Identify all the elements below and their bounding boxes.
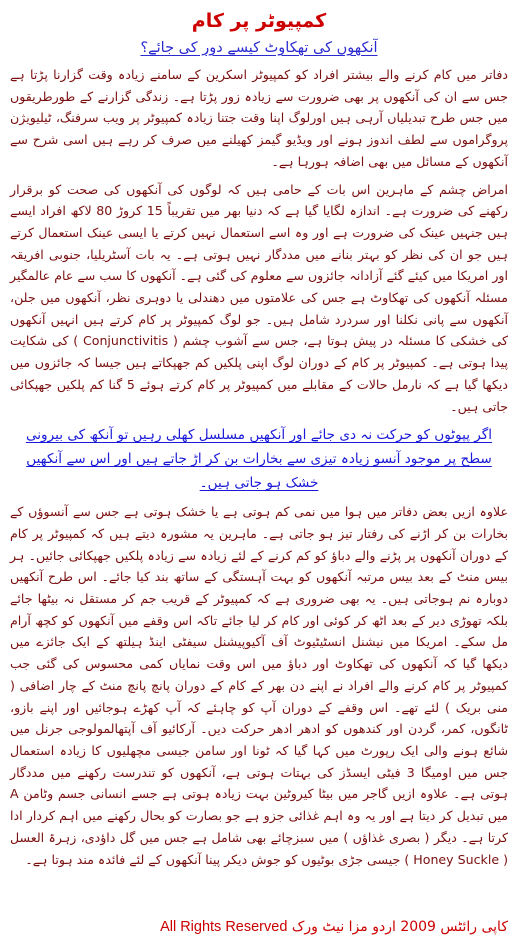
article-subtitle-text: آنکھوں کی تھکاوٹ کیسے دور کی جائے؟ — [140, 40, 378, 56]
article-paragraph: دفاتر میں کام کرنے والے بیشتر افراد کو کمپیوٹر اسکرین کے سامنے زیادہ وقت گزارنا پڑتا ہے جس سے ان کی آنکھوں پر بھی ضرورت سے زیادہ زور پڑتا ہے۔ زندگی گزارنے کے طورطریقوں میں جس طرح تبدیلیاں آرہی ہیں اورلوگ اپنا وقت جتنا زیادہ کمپیوٹر پر ویب سرفنگ، ٹیلیویژن پروگراموں سے لطف اندوز ہونے اور ویڈیو گیمز کھیلنے میں صرف کر رہے ہیں اسی شرح سے آنکھوں کے مسائل میں بھی اضافہ ہورہا ہے۔ — [10, 67, 508, 169]
article-paragraph: علاوہ ازیں بعض دفاتر میں ہوا میں نمی کم ہوتی ہے یا خشک ہوتی ہے جس سے آنسوؤں کے بخارات بن کر اڑنے کی رفتار تیز ہو جاتی ہے۔ ماہرین یہ مشورہ دیتے ہیں کہ کمپیوٹر پر کام کے دوران آنکھوں پر پڑنے والے دباؤ کو کم کرنے کے لئے زیادہ سے زیادہ پلکیں جھپکائی جائیں۔ ہر بیس منٹ کے بعد بیس مرتبہ آنکھوں کو بہت آہستگی کے ساتھ بند کیا جائے۔ اس طرح آنکھیں دوبارہ نم ہوجاتی ہیں۔ یہ بھی ضروری ہے کہ کمپیوٹر کے قریب جم کر مستقل نہ بیٹھا جائے بلکہ تھوڑی دیر کے بعد اٹھ کر کوئی اور کام کر لیا جائے تاکہ اس وقفے میں آنکھوں کو کچھ آرام مل سکے۔ امریکا میں نیشنل انسٹیٹیوٹ آف آکیوپیشنل سیفٹی اینڈ ہیلتھ کے ایک جائزے میں دیکھا گیا کہ آنکھوں کی تھکاوٹ اور دباؤ میں اس وقت نمایاں کمی محسوس کی گئی جب کمپیوٹر پر کام کرنے والے افراد نے اپنے دن بھر کے کام کے دوران پانچ پانچ منٹ کے چار اضافی ( منی بریک ) لئے تھے۔ اس وقفے کے دوران آپ کو چاہئے کہ آپ کھڑے ہوجائیں اور اپنے بازو، ٹانگوں، کمر، گردن اور کندھوں کو ادھر ادھر حرکت دیں۔ آرکائیو آف آپتھالمولوجی جرنل میں شائع ہونے والی ایک رپورٹ میں کہا گیا کہ ٹونا اور سامن جیسی مچھلیوں کا زیادہ استعمال جس میں اومیگا 3 فیٹی ایسڈز کی بہتات ہوتی ہے، آنکھوں کو تندرست رکھنے میں مددگار ہوتی ہے۔ علاوہ ازیں گاجر میں بیٹا کیروٹین بہت زیادہ ہوتی ہے جسے انسانی جسم وٹامن A میں تبدیل کر دیتا ہے اور یہ وہ اہم غذائی جزو ہے جو بصارت کو بحال رکھنے میں اہم کردار ادا کرتا ہے۔ دیگر ( بصری غذاؤں ) میں سبزچائے بھی شامل ہے جس میں گل داؤدی، زہرۃ العسل ( Honey Suckle ) جیسی جڑی بوٹیوں کو جوش دیکر پینا آنکھوں کے لئے فائدہ مند ہوتا ہے۔ — [10, 504, 508, 867]
copyright-urdu: کاپی رائٹس 2009 اردو مزا نیٹ ورک — [291, 919, 508, 935]
all-rights-reserved: All Rights Reserved — [160, 919, 288, 935]
article-paragraph: امراض چشم کے ماہرین اس بات کے حامی ہیں کہ لوگوں کی آنکھوں کی صحت کو برقرار رکھنے کی ضرورت ہے۔ اندازہ لگایا گیا ہے کہ دنیا بھر میں تقریباً 15 کروڑ 80 لاکھ افراد ایسے ہیں جنہیں عینک کی ضرورت ہے اور وہ اسے استعمال نہیں کرتے یا ایسی عینک استعمال کرتے ہیں جو ان کی نظر کو بہتر بنانے میں مددگار نہیں ہوتی ہے۔ یہ بات آسٹریلیا، جنوبی افریقہ اور امریکا میں کیئے گئے آزادانہ جائزوں سے معلوم کی گئی ہے۔ آنکھوں کا سب سے عام عالمگیر مسئلہ آنکھوں کی تھکاوٹ ہے جس کی علامتوں میں دھندلی یا دوہری نظر، آنکھوں میں جلن، آنکھوں سے پانی نکلنا اور سردرد شامل ہیں۔ جو لوگ کمپیوٹر پر کام کرتے ہیں انہیں آنکھوں کی خشکی کا مسئلہ در پیش ہوتا ہے، جس سے آشوب چشم ( Conjunctivitis ) کی شکایت پیدا ہوتی ہے۔ کمپیوٹر پر کام کے دوران لوگ اپنی پلکیں کم جھپکاتے ہیں جیسا کہ جائزوں میں دیکھا گیا ہے کہ نارمل حالات کے مقابلے میں کمپیوٹر پر کام کرتے ہوئے 5 گنا کم پلکیں جھپکائی جاتی ہیں۔ — [10, 181, 508, 414]
copyright-footer — [160, 917, 508, 937]
highlighted-quote — [10, 423, 508, 495]
highlighted-quote-text: اگر پپوٹوں کو حرکت نہ دی جائے اور آنکھیں مسلسل کھلی رہیں تو آنکھ کی بیرونی سطح پر موجود آنسو زیادہ تیزی سے بخارات بن کر اڑ جاتے ہیں اور اس سے آنکھیں خشک ہو جاتی ہیں۔ — [25, 427, 493, 492]
page-title: کمپیوٹر پر کام — [191, 10, 327, 32]
article-subtitle — [10, 36, 508, 60]
